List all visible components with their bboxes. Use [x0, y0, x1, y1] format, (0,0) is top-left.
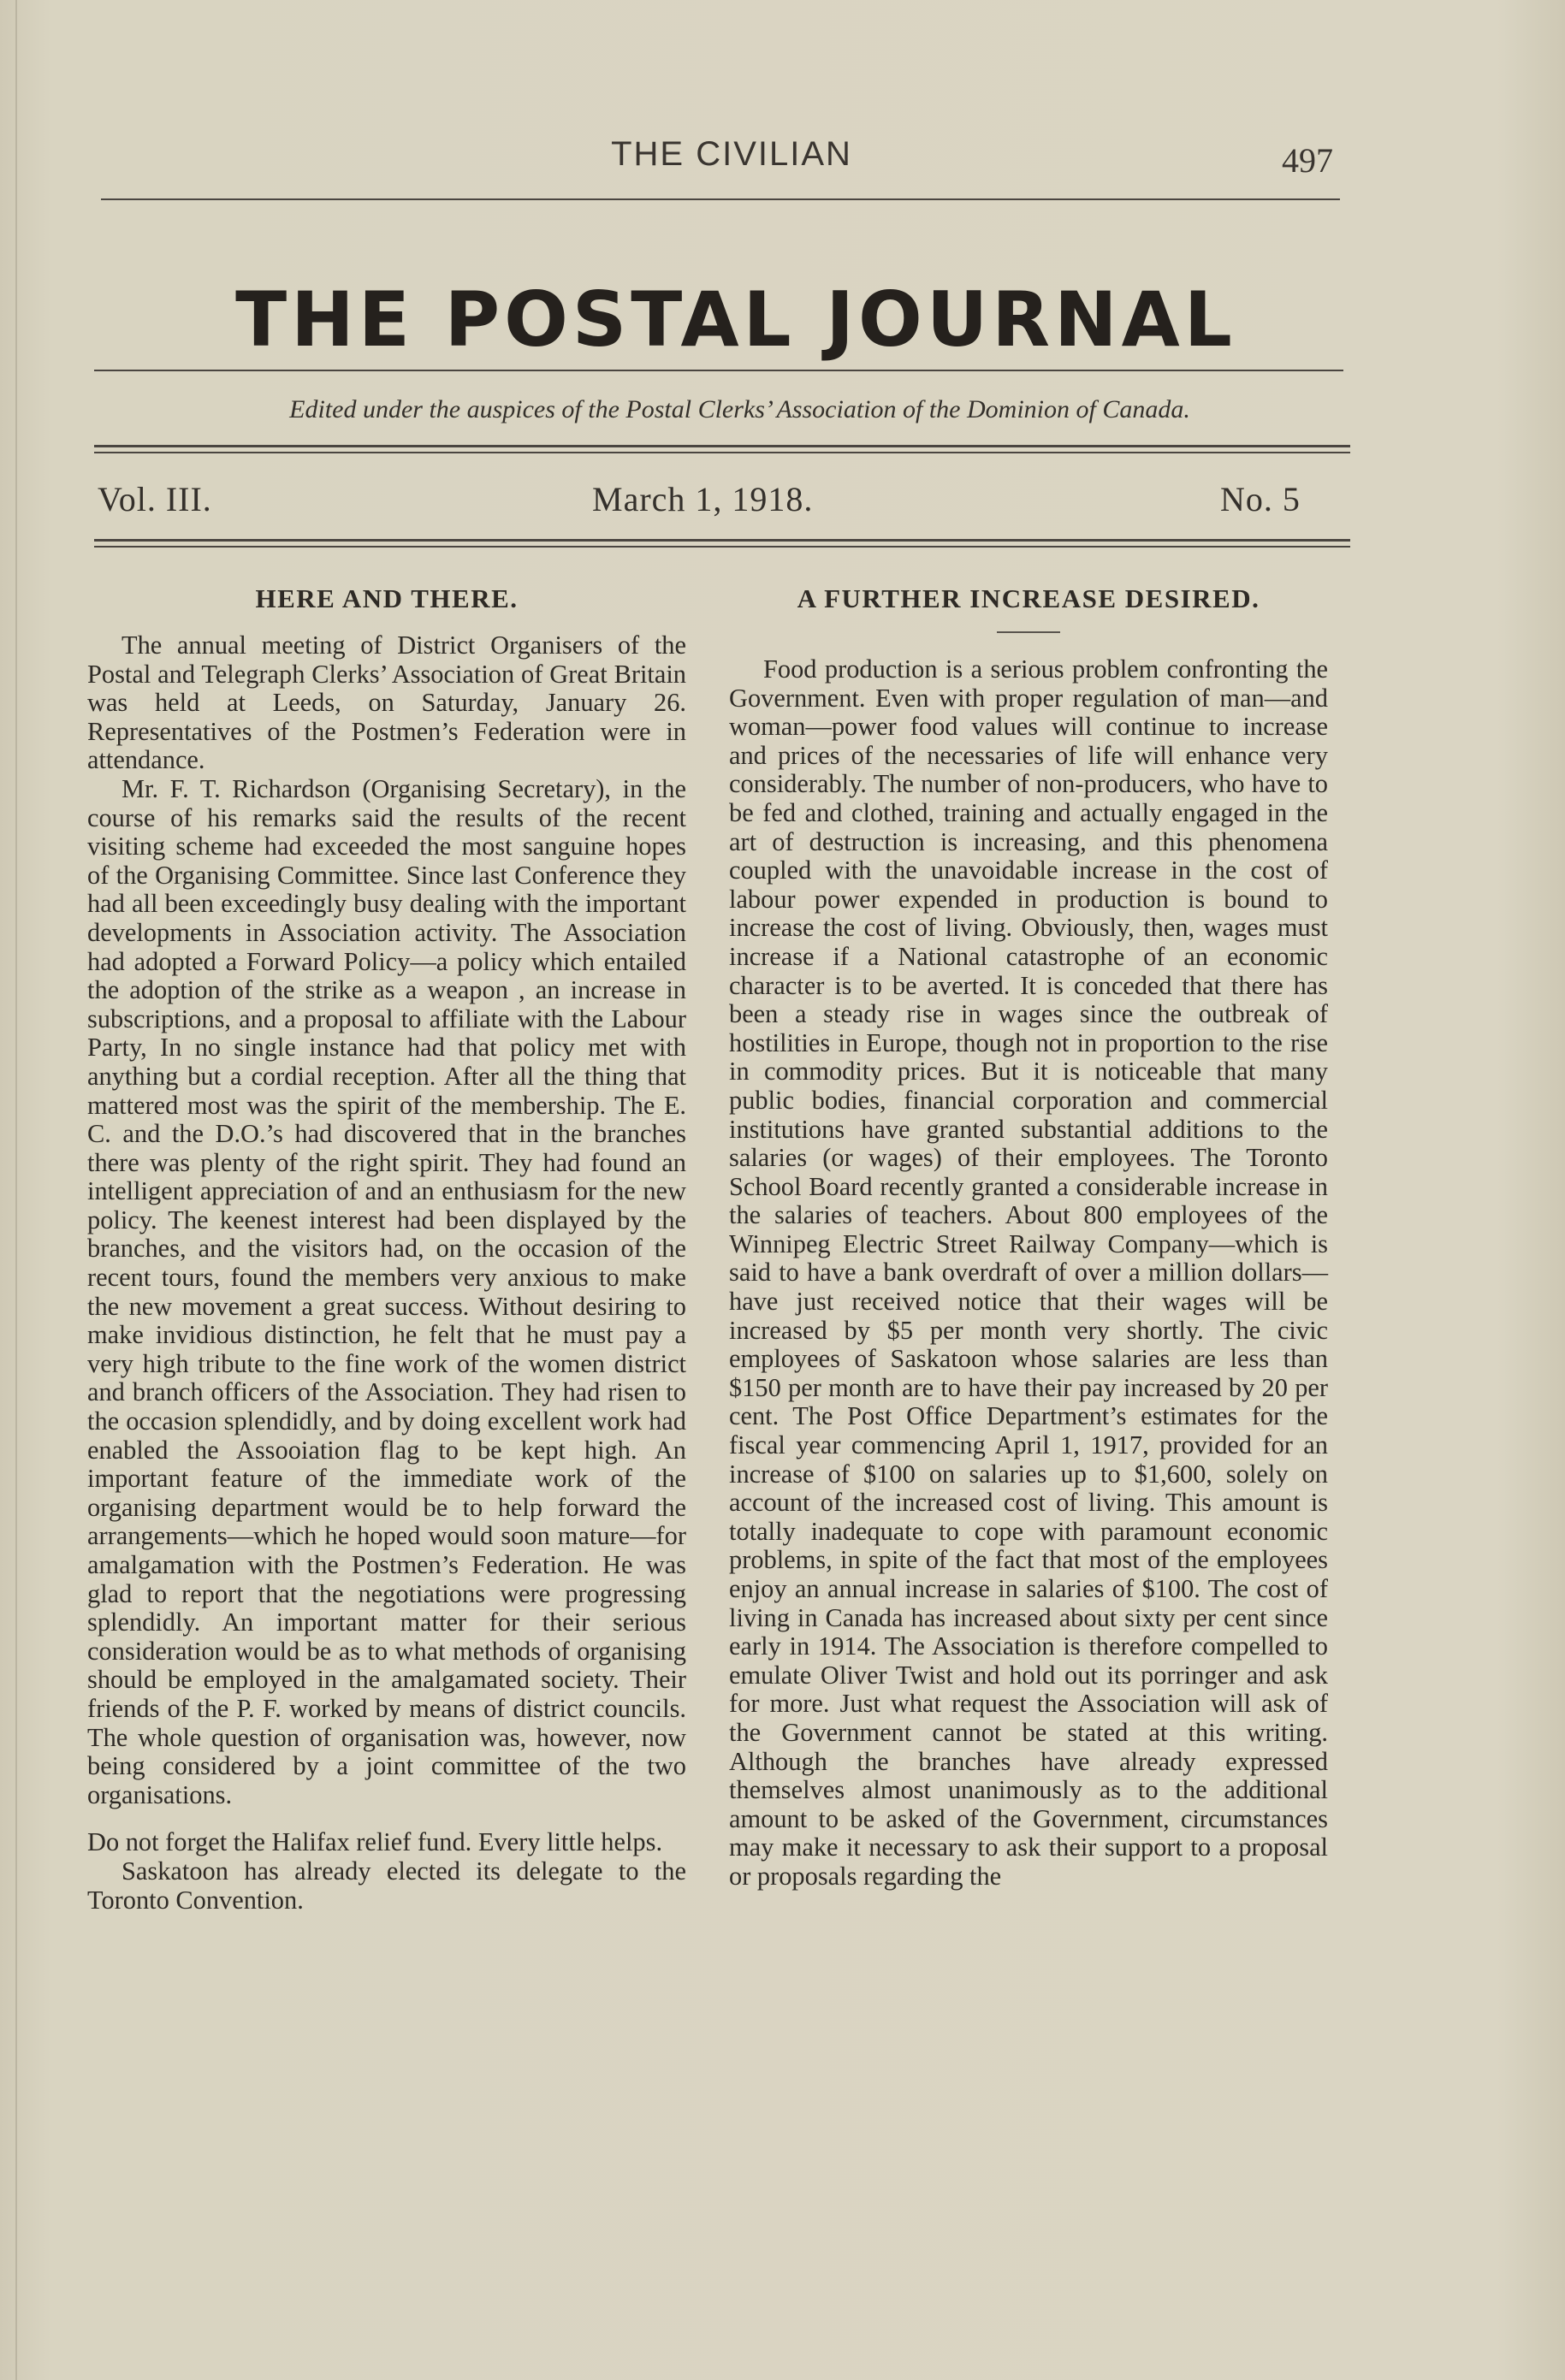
- subtitle-rule-top: [94, 445, 1350, 447]
- article-paragraph: Mr. F. T. Richardson (Organising Secretary), in the course of his remarks said the results of the recent visiting scheme had exceeded the most sanguine hopes of the Organising Committee. Since last Conference they had all been exceedingly busy dealing with the important developments in Association activity. The Association had adopted a Forward Policy—a policy which entailed the adoption of the strike as a weapon , an increase in subscriptions, and a proposal to affiliate with the Labour Party, In no single instance had that policy met with anything but a cordial reception. After all the thing that mattered most was the spirit of the membership. The E. C. and the D.O.’s had discovered that in the branches there was plenty of the right spirit. They had found an intelligent appreciation of and an enthusiasm for the new policy. The keenest interest had been displayed by the branches, and the visitors had, on the occasion of the recent tours, found the members very anxious to make the new movement a great success. Without desiring to make invidious distinction, he felt that he must pay a very high tribute to the fine work of the women district and branch officers of the Association. They had risen to the occasion splendidly, and by doing excellent work had enabled the Assooiation flag to be kept high. An important feature of the immediate work of the organising department would be to help forward the arrangements—which he hoped would soon mature—for amalgamation with the Postmen’s Federation. He was glad to report that the negotiations were progressing splendidly. An important matter for their serious consideration would be as to what methods of organising should be employed in the amalgamated society. Their friends of the P. F. worked by means of district councils. The whole question of organisation was, however, now being considered by a joint committee of the two organisations.: [87, 773, 686, 1809]
- volume: Vol. III.: [98, 480, 212, 518]
- article-heading-further-increase: A FURTHER INCREASE DESIRED.: [797, 583, 1260, 613]
- left-column: [87, 582, 686, 1915]
- right-column: [729, 582, 1328, 1892]
- dateline-rule-bottom: [94, 546, 1350, 548]
- spacer: [87, 1809, 686, 1828]
- note-halifax-relief: Do not forget the Halifax relief fund. Every little helps.: [87, 1827, 663, 1857]
- article-paragraph: The annual meeting of District Organisers of the Postal and Telegraph Clerks’ Association of Great Britain was held at Leeds, on Saturday, January 26. Representatives of the Postmen’s Federation were in attendance.: [87, 631, 686, 775]
- article-paragraph: Food production is a serious problem confronting the Government. Even with proper regulation of man—and woman—power food values will continue to increase and prices of the necessaries of life will enhance very considerably. The number of non-producers, who have to be fed and clothed, training and actually engaged in the art of destruction is increasing, and this phenomena coupled with the unavoidable increase in the cost of labour power expended in production is bound to increase the cost of living. Obviously, then, wages must increase if a National catastrophe of an economic character is to be averted. It is conceded that there has been a steady rise in wages since the outbreak of hostilities in Europe, though not in proportion to the rise in commodity prices. But it is noticeable that many public bodies, financial corporation and commercial institutions have granted substantial additions to the salaries (or wages) of their employees. The Toronto School Board recently granted a considerable increase in the salaries of teachers. About 800 employees of the Winnipeg Electric Street Railway Company—which is said to have a bank overdraft of over a million dollars—have just received notice that their wages will be increased by $5 per month very shortly. The civic employees of Saskatoon whose salaries are less than $150 per month are to have their pay increased by 20 per cent. The Post Office Department’s estimates for the fiscal year commencing April 1, 1917, provided for an increase of $100 on salaries up to $1,600, solely on account of the increased cost of living. This amount is totally inadequate to cope with paramount economic problems, in spite of the fact that most of the employees enjoy an annual increase in salaries of $100. The cost of living in Canada has increased about sixty per cent since early in 1914. The Association is therefore compelled to emulate Oliver Twist and hold out its porringer and ask for more. Just what request the Association will ask of the Government cannot be stated at this writing. Although the branches have already expressed themselves almost unanimously as to the additional amount to be asked of the Government, circumstances may make it necessary to ask their support to a proposal or proposals regarding the: [729, 654, 1328, 1891]
- issue-number: No. 5: [1220, 480, 1301, 518]
- heading-divider: [997, 631, 1060, 633]
- article-heading-here-and-there: HERE AND THERE.: [255, 583, 519, 613]
- masthead-rule: [94, 370, 1343, 371]
- header-rule: [101, 198, 1340, 200]
- dateline-rule-top: [94, 539, 1350, 542]
- running-title: THE CIVILIAN: [611, 135, 852, 173]
- note-saskatoon-delegate: Saskatoon has already elected its delegate to the Toronto Convention.: [87, 1856, 686, 1915]
- masthead-subtitle: [0, 395, 1565, 424]
- running-head: [0, 130, 1565, 181]
- masthead-title: THE POSTAL JOURNAL: [235, 275, 1236, 364]
- issue-date: March 1, 1918.: [592, 480, 814, 518]
- page-number: 497: [1282, 141, 1333, 180]
- subtitle-rule-bottom: [94, 452, 1350, 453]
- masthead-subtitle-text: Edited under the auspices of the Postal Clerks’ Association of the Dominion of Canada.: [289, 395, 1190, 423]
